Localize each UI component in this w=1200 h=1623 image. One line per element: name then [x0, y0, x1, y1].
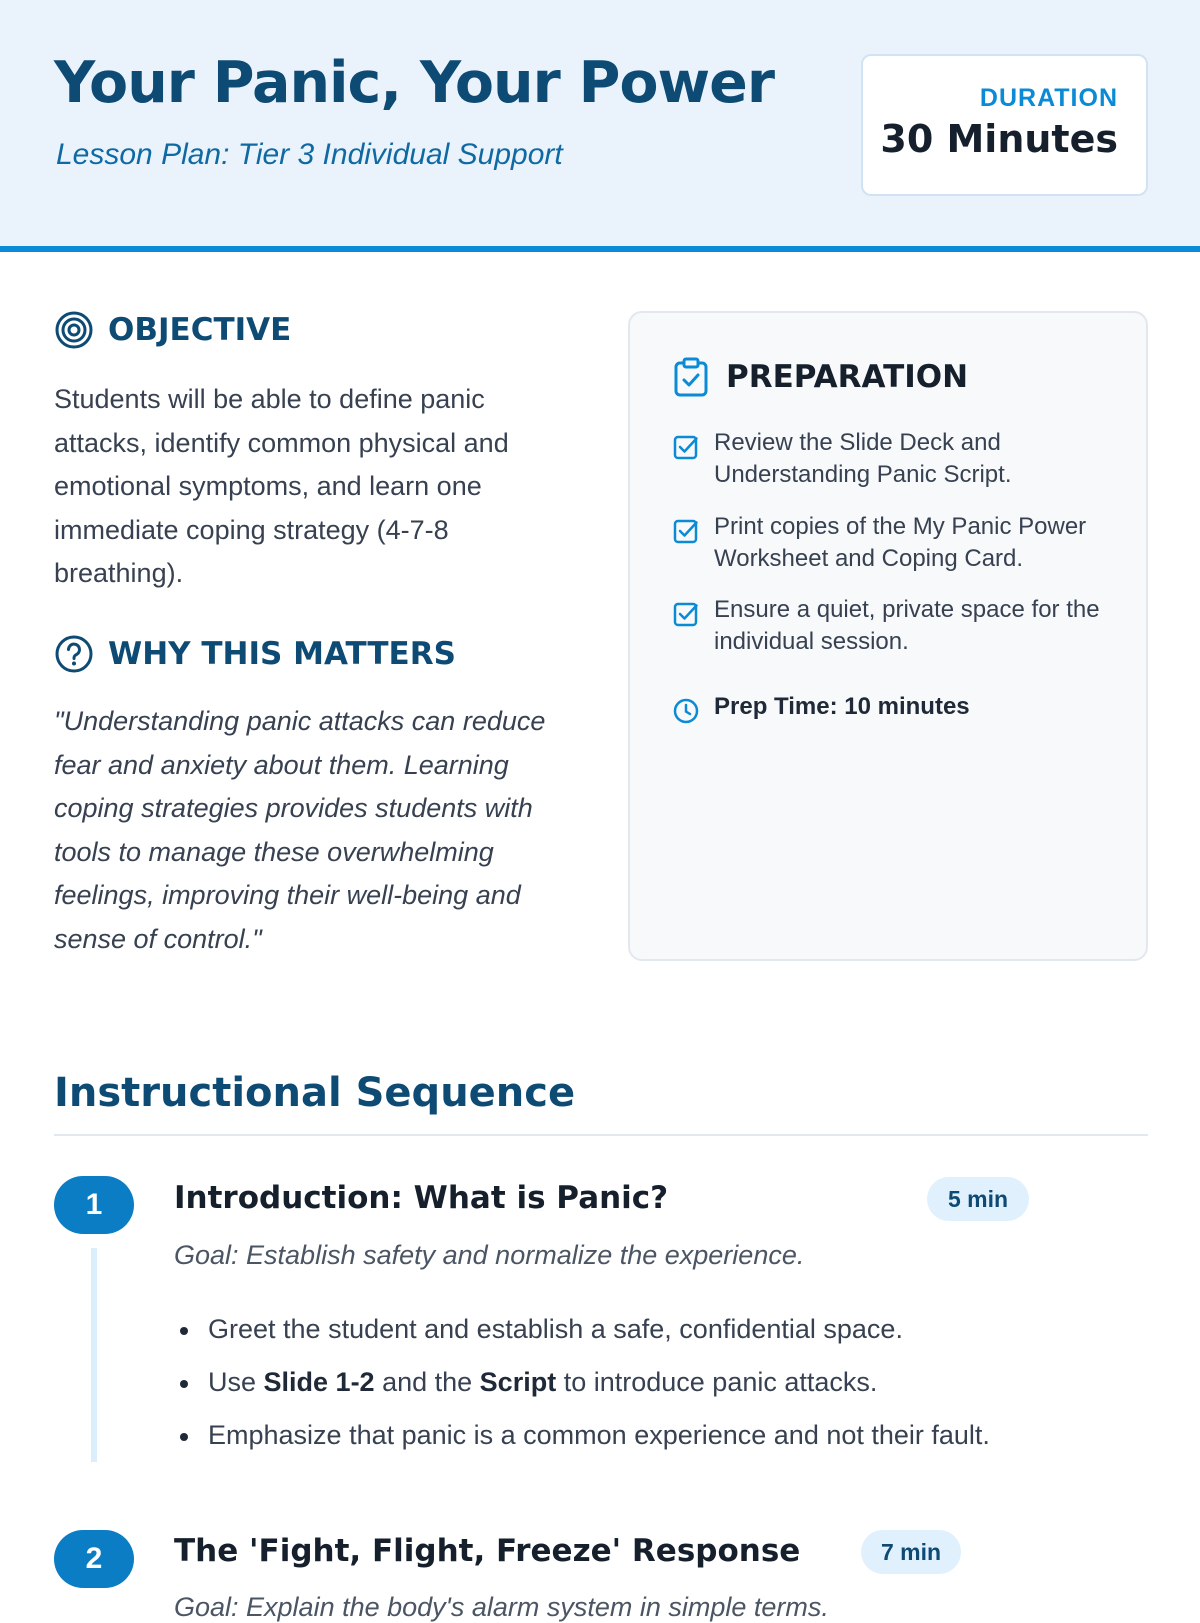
step-duration-badge: 5 min [927, 1177, 1029, 1221]
page-subtitle: Lesson Plan: Tier 3 Individual Support [56, 138, 563, 171]
objective-heading [54, 310, 291, 350]
why-quote: "Understanding panic attacks can reduce fear and anxiety about them. Learning coping strategies provides students with tools to manage these overwhelming feelings, improving their well-being and sense of control." [54, 706, 546, 954]
step-timeline [91, 1248, 97, 1462]
lesson-header [0, 0, 1200, 252]
list-item: Use Slide 1-2 and the Script to introduce panic attacks. [174, 1356, 990, 1409]
question-circle-icon [54, 634, 94, 674]
step-title: Introduction: What is Panic? [174, 1180, 669, 1216]
objective-text: Students will be able to define panic attacks, identify common physical and emotional symptoms, and learn one immediate coping strategy (4-7-8 breathing). [54, 384, 509, 588]
list-item: Emphasize that panic is a common experience and not their fault. [174, 1409, 990, 1462]
prep-time [672, 691, 970, 725]
step-goal: Goal: Explain the body's alarm system in simple terms. [174, 1592, 829, 1622]
list-item: Greet the student and establish a safe, confidential space. [174, 1303, 990, 1356]
clock-icon [672, 697, 700, 725]
duration-card [861, 54, 1148, 196]
prep-time-text: Prep Time: 10 minutes [714, 693, 970, 720]
duration-value: 30 Minutes [880, 117, 1118, 161]
why-heading [54, 634, 456, 674]
prep-item-text: Review the Slide Deck and Understanding Panic Script. [714, 429, 1012, 488]
step-title: The 'Fight, Flight, Freeze' Response [174, 1533, 801, 1569]
step-duration-badge: 7 min [861, 1530, 961, 1574]
step-goal: Goal: Establish safety and normalize the experience. [174, 1240, 805, 1270]
preparation-card [628, 311, 1148, 961]
step-bullet-list [174, 1303, 990, 1462]
preparation-heading [672, 357, 968, 397]
page-title: Your Panic, Your Power [54, 50, 774, 116]
bold-text: Script [479, 1367, 557, 1397]
prep-item-text: Ensure a quiet, private space for the individual session. [714, 596, 1100, 655]
checkbox-checked-icon [672, 517, 700, 545]
objective-heading-label: OBJECTIVE [108, 312, 292, 348]
step-number: 1 [54, 1176, 134, 1234]
step-number: 2 [54, 1530, 134, 1588]
prep-item [672, 594, 1146, 658]
prep-item-text: Print copies of the My Panic Power Worksheet and Coping Card. [714, 513, 1087, 572]
clipboard-check-icon [672, 357, 710, 397]
checkbox-checked-icon [672, 600, 700, 628]
sequence-heading: Instructional Sequence [54, 1070, 576, 1116]
preparation-heading-label: PREPARATION [726, 359, 969, 395]
target-icon [54, 310, 94, 350]
prep-item [672, 427, 1146, 491]
divider [54, 1134, 1148, 1136]
duration-label: DURATION [979, 84, 1118, 112]
checkbox-checked-icon [672, 433, 700, 461]
prep-item [672, 511, 1146, 575]
bold-text: Slide 1-2 [263, 1367, 375, 1397]
why-heading-label: WHY THIS MATTERS [108, 636, 456, 672]
